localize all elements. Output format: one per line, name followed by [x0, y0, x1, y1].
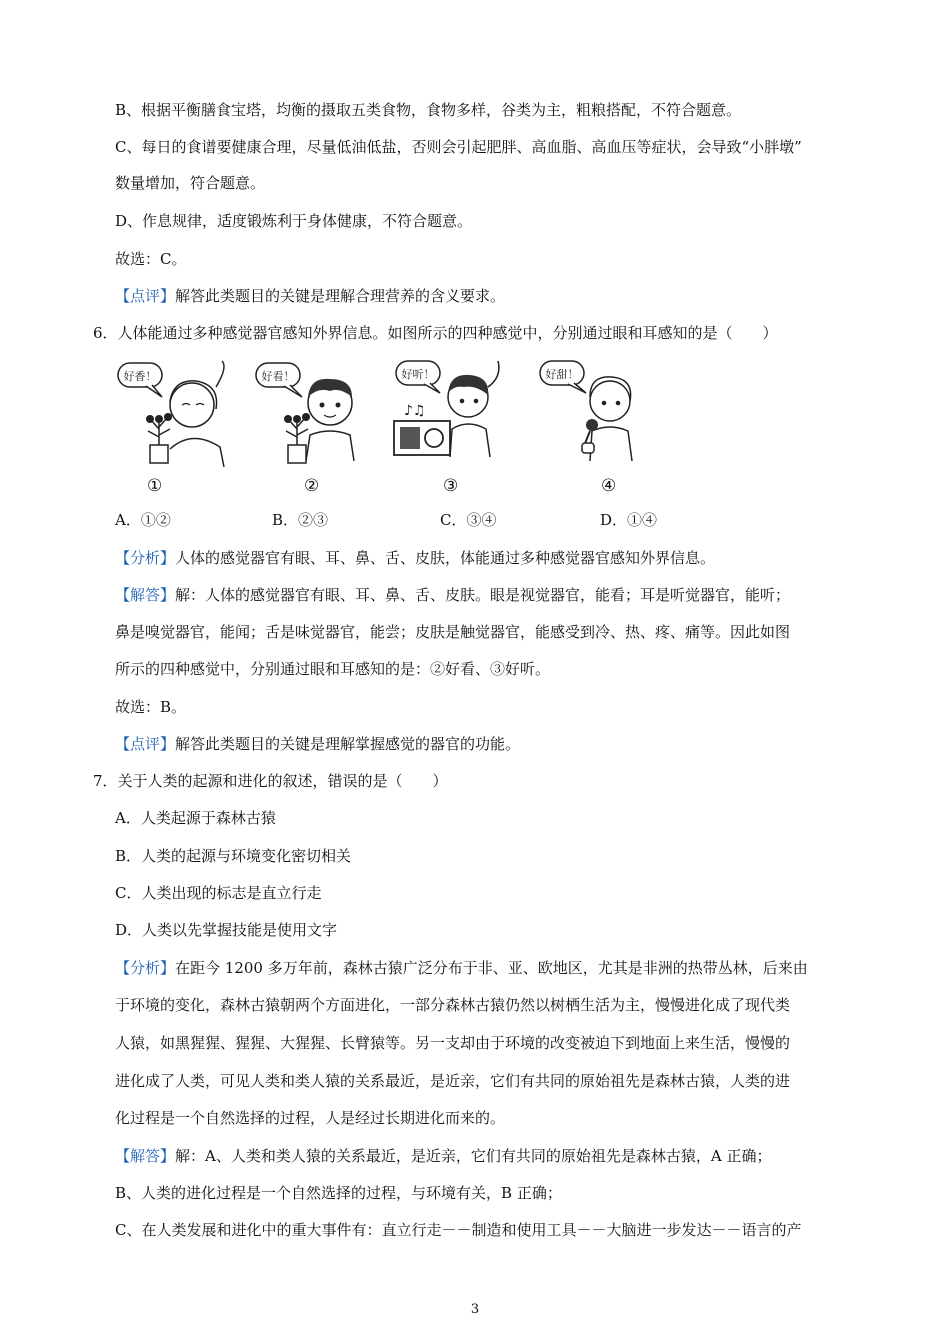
q5-option-b-explain: B、根据平衡膳食宝塔，均衡的摄取五类食物，食物多样，谷类为主，粗粮搭配，不符合题意。	[115, 101, 742, 119]
music-note-icon: ♪♫	[404, 403, 426, 419]
q6-solution-cont: 所示的四种感觉中，分别通过眼和耳感知的是：②好看、③好听。	[115, 660, 551, 678]
q6-option-c: C．③④	[440, 511, 497, 529]
figure-number: ①	[147, 476, 163, 496]
q6-option-d: D．①④	[600, 511, 658, 529]
analysis-tag: 【分析】	[115, 959, 176, 977]
analysis-tag: 【分析】	[115, 549, 176, 567]
figure-see	[250, 357, 370, 467]
q7-analysis-cont: 人猿，如黑猩猩、猩猩、大猩猩、长臂猿等。另一支却由于环境的改变被迫下到地面上来生活，慢慢的	[115, 1034, 791, 1052]
figure-number: ③	[443, 476, 459, 496]
figure-smell	[112, 357, 232, 467]
figure-hear	[390, 357, 510, 467]
q6-review	[115, 734, 520, 754]
q7-analysis-cont: 化过程是一个自然选择的过程，人是经过长期进化而来的。	[115, 1109, 506, 1127]
q5-review	[115, 286, 505, 306]
q6-analysis	[115, 548, 715, 568]
q6-stem: 6．人体能通过多种感觉器官感知外界信息。如图所示的四种感觉中，分别通过眼和耳感知的是（ ）	[93, 324, 778, 342]
solution-text: 解：A、人类和类人猿的关系最近，是近亲，它们有共同的原始祖先是森林古猿，A 正确；	[175, 1147, 772, 1165]
q7-analysis-cont: 于环境的变化，森林古猿朝两个方面进化，一部分森林古猿仍然以树栖生活为主，慢慢进化成了现代类	[115, 996, 791, 1014]
q5-option-c-explain: C、每日的食谱要健康合理，尽量低油低盐，否则会引起肥胖、高血脂、高血压等症状，会导致“小胖墩”	[115, 138, 802, 156]
figure-number: ④	[601, 476, 617, 496]
q7-solution-cont: C、在人类发展和进化中的重大事件有：直立行走－－制造和使用工具－－大脑进一步发达－－语言的产	[115, 1221, 802, 1239]
q7-option-b: B．人类的起源与环境变化密切相关	[115, 847, 352, 865]
q7-analysis-cont: 进化成了人类，可见人类和类人猿的关系最近，是近亲，它们有共同的原始祖先是森林古猿，人类的进	[115, 1072, 791, 1090]
q6-option-b: B．②③	[272, 511, 329, 529]
review-text: 解答此类题目的关键是理解掌握感觉的器官的功能。	[175, 735, 521, 753]
q7-option-c: C．人类出现的标志是直立行走	[115, 884, 322, 902]
q7-option-a: A．人类起源于森林古猿	[115, 809, 276, 827]
q5-answer: 故选：C。	[115, 250, 187, 268]
review-text: 解答此类题目的关键是理解合理营养的含义要求。	[175, 287, 506, 305]
solution-tag: 【解答】	[115, 586, 176, 604]
q5-option-c-explain-cont: 数量增加，符合题意。	[115, 174, 266, 192]
solution-tag: 【解答】	[115, 1147, 176, 1165]
analysis-text: 在距今 1200 多万年前，森林古猿广泛分布于非、亚、欧地区，尤其是非洲的热带丛林，后来由	[175, 959, 808, 977]
analysis-text: 人体的感觉器官有眼、耳、鼻、舌、皮肤，体能通过多种感觉器官感知外界信息。	[175, 549, 716, 567]
bubble-smell: 好香！	[123, 370, 157, 383]
page-number: 3	[470, 1302, 480, 1317]
figure-number: ②	[304, 476, 320, 496]
q6-solution	[115, 585, 790, 605]
q7-analysis	[115, 958, 808, 978]
q7-option-d: D．人类以先掌握技能是使用文字	[115, 921, 338, 939]
q6-solution-cont: 鼻是嗅觉器官，能闻；舌是味觉器官，能尝；皮肤是触觉器官，能感受到冷、热、疼、痛等。因此如图	[115, 623, 791, 641]
q7-solution-cont: B、人类的进化过程是一个自然选择的过程，与环境有关，B 正确；	[115, 1184, 562, 1202]
bubble-hear: 好听！	[401, 368, 435, 381]
figure-taste	[520, 357, 640, 467]
solution-text: 解：人体的感觉器官有眼、耳、鼻、舌、皮肤。眼是视觉器官，能看；耳是听觉器官，能听；	[175, 586, 791, 604]
bubble-see: 好看！	[261, 370, 295, 383]
review-tag: 【点评】	[115, 287, 176, 305]
bubble-taste: 好甜！	[545, 368, 579, 381]
q7-stem: 7．关于人类的起源和进化的叙述，错误的是（ ）	[93, 772, 448, 790]
review-tag: 【点评】	[115, 735, 176, 753]
q6-option-a: A．①②	[115, 511, 171, 529]
q7-solution	[115, 1146, 771, 1166]
q5-option-d-explain: D、作息规律，适度锻炼利于身体健康，不符合题意。	[115, 212, 473, 230]
q6-answer: 故选：B。	[115, 698, 187, 716]
